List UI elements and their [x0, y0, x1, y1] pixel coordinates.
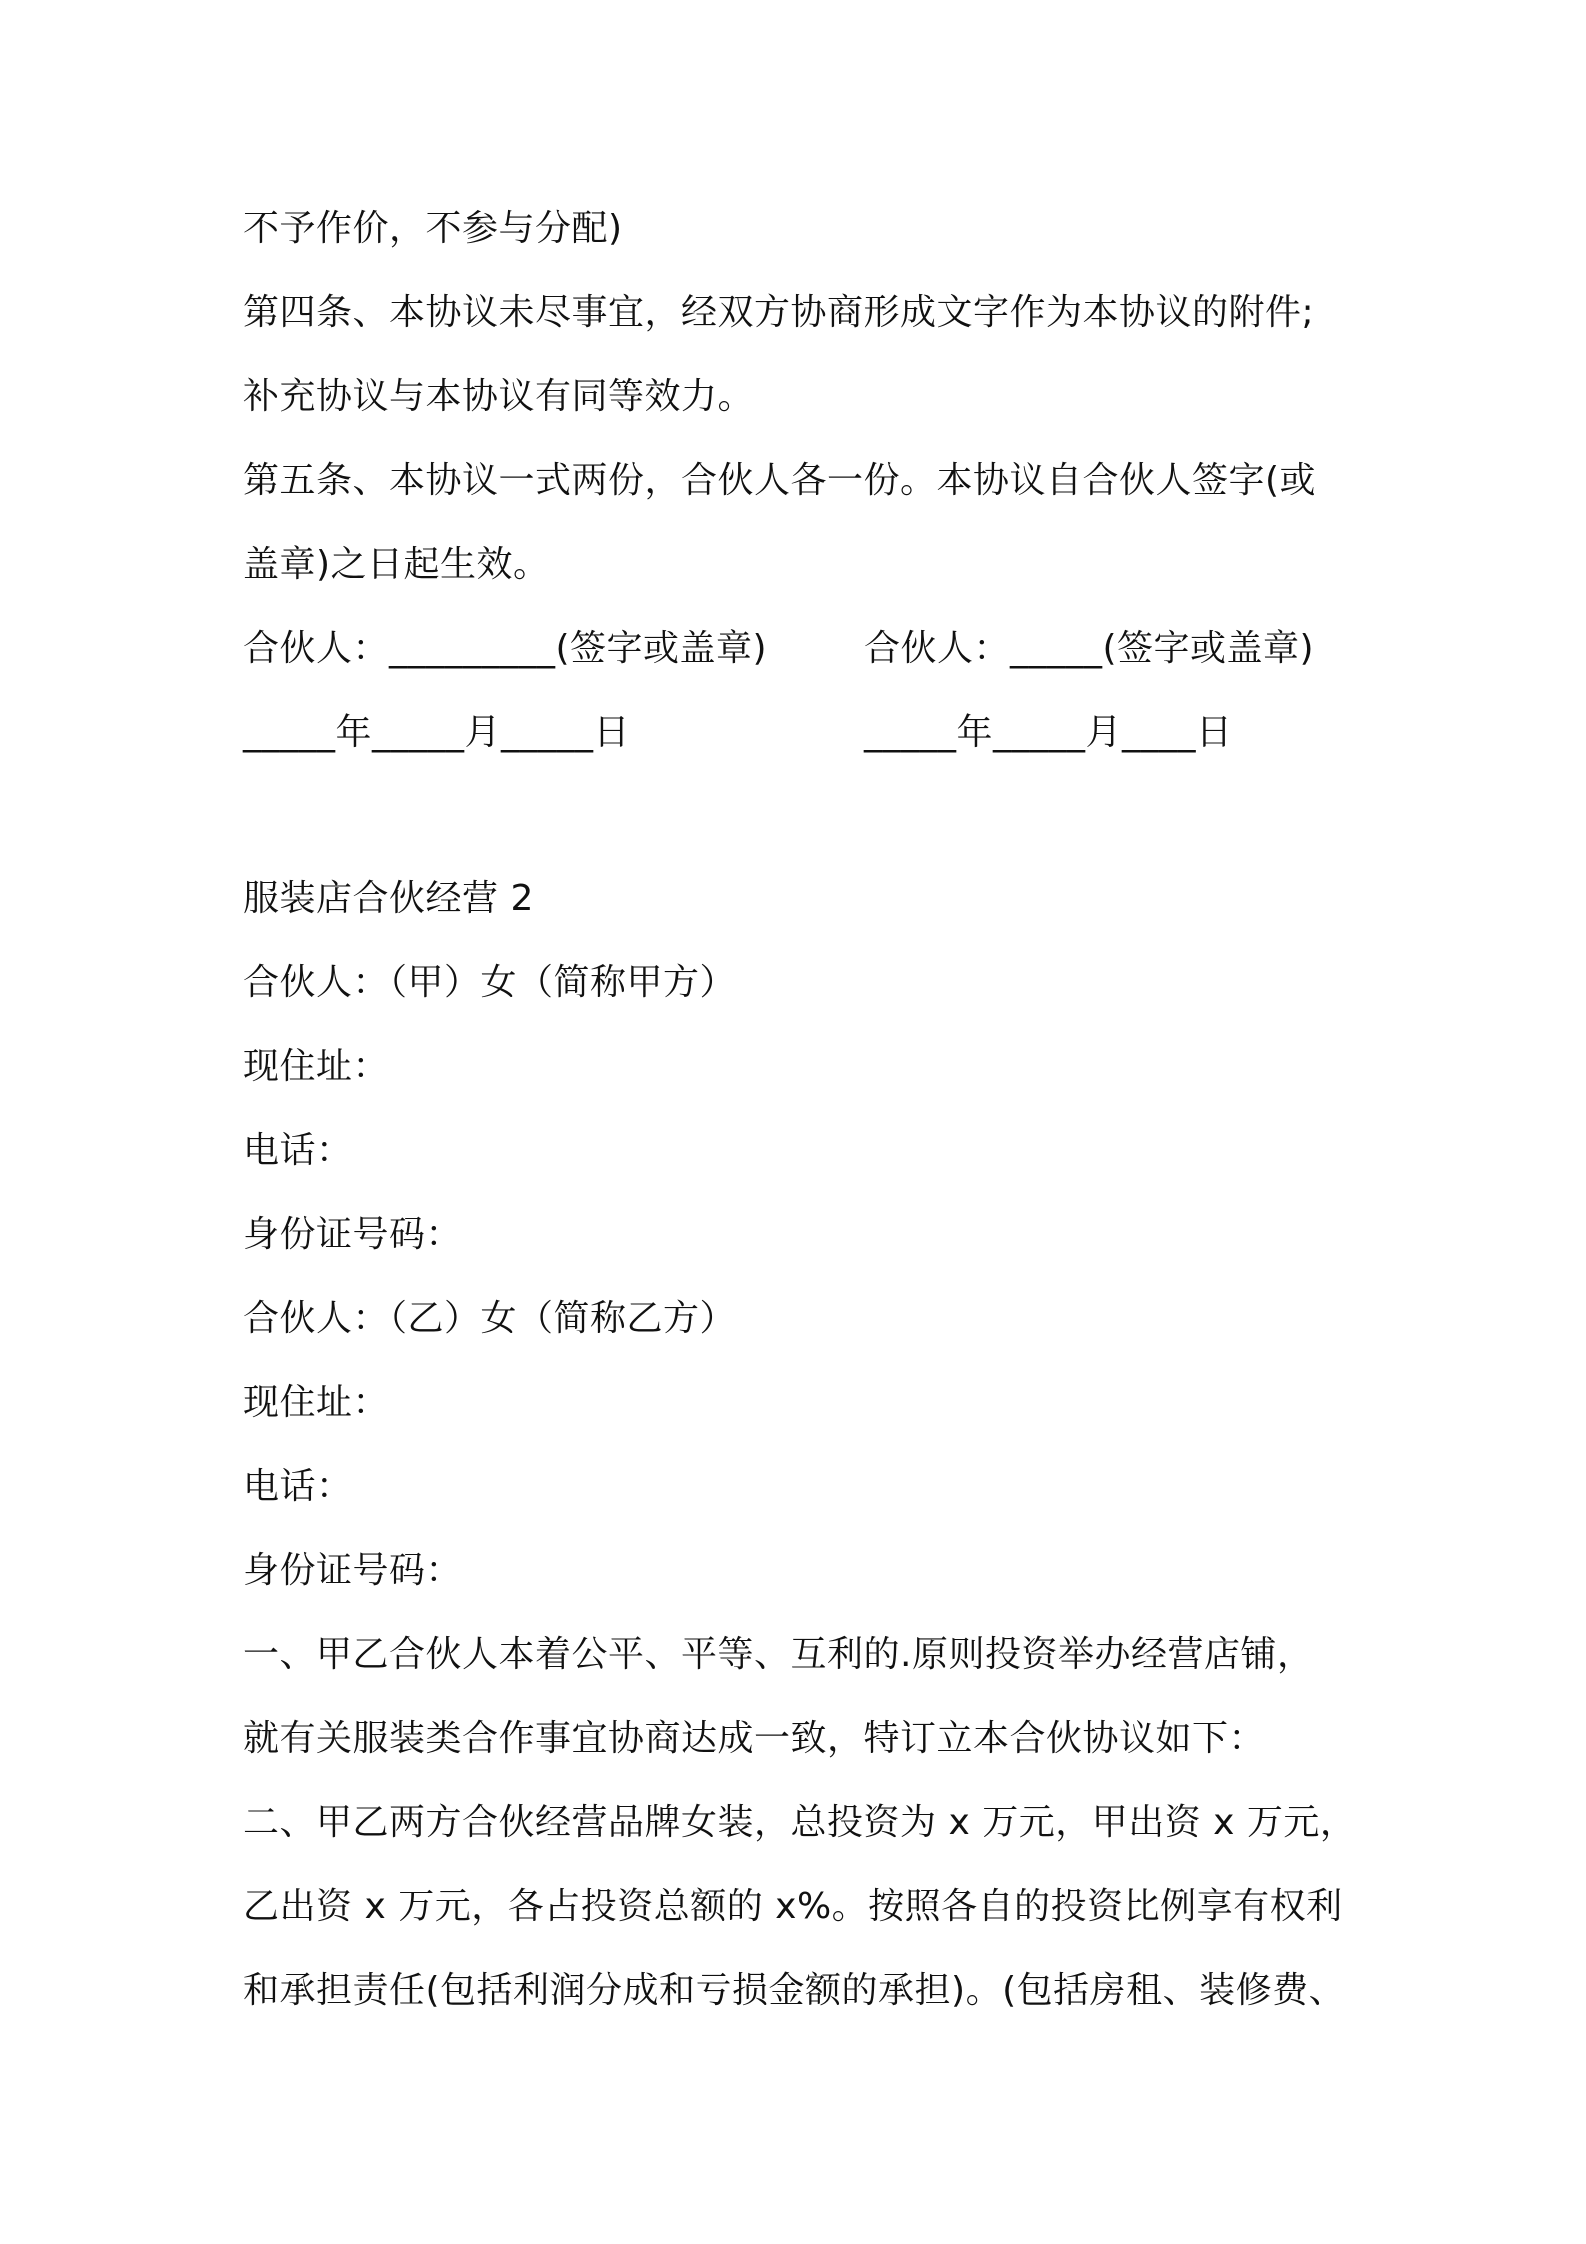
paragraph-line: 乙出资 x 万元，各占投资总额的 x%。按照各自的投资比例享有权利: [243, 1886, 1343, 1927]
paragraph-line: 现住址：: [243, 1382, 390, 1423]
signature-right-partner: 合伙人：_____(签字或盖章): [864, 628, 1315, 669]
paragraph-line: 不予作价，不参与分配): [243, 208, 623, 249]
paragraph-line: 二、甲乙两方合伙经营品牌女装，总投资为 x 万元，甲出资 x 万元，: [243, 1802, 1357, 1843]
signature-left-partner: 合伙人：_________(签字或盖章): [243, 628, 768, 669]
paragraph-line: 盖章)之日起生效。: [243, 544, 550, 585]
paragraph-line: 身份证号码：: [243, 1550, 463, 1591]
paragraph-line: 补充协议与本协议有同等效力。: [243, 376, 755, 417]
paragraph-line: 电话：: [243, 1466, 353, 1507]
paragraph-line: 一、甲乙合伙人本着公平、平等、互利的.原则投资举办经营店铺，: [243, 1634, 1314, 1675]
signature-right-date: _____年_____月____日: [864, 712, 1233, 753]
paragraph-line: 合伙人：（乙）女（简称乙方）: [243, 1298, 737, 1339]
signature-left-date: _____年_____月_____日: [243, 712, 631, 753]
paragraph-line: 现住址：: [243, 1046, 390, 1087]
paragraph-line: 第五条、本协议一式两份，合伙人各一份。本协议自合伙人签字(或: [243, 460, 1317, 501]
paragraph-line: 电话：: [243, 1130, 353, 1171]
paragraph-line: 第四条、本协议未尽事宜，经双方协商形成文字作为本协议的附件;: [243, 292, 1315, 333]
paragraph-line: 和承担责任(包括利润分成和亏损金额的承担)。(包括房租、装修费、: [243, 1970, 1346, 2011]
paragraph-line: 身份证号码：: [243, 1214, 463, 1255]
paragraph-line: 合伙人：（甲）女（简称甲方）: [243, 962, 737, 1003]
section-title: 服装店合伙经营 2: [243, 878, 534, 919]
paragraph-line: 就有关服装类合作事宜协商达成一致，特订立本合伙协议如下：: [243, 1718, 1266, 1759]
